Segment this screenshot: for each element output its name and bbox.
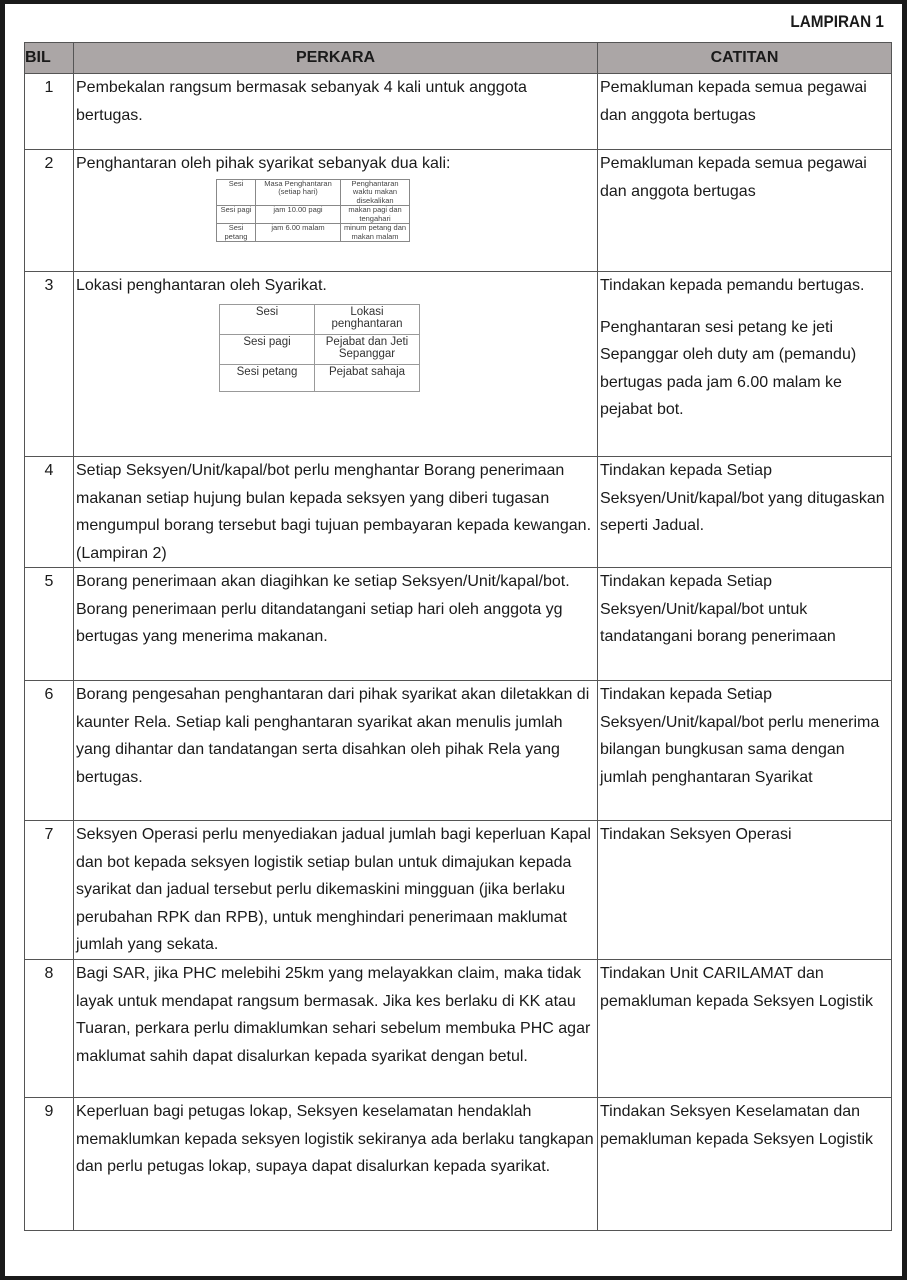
table-row [25,150,892,272]
row-perkara: Bagi SAR, jika PHC melebihi 25km yang melayakkan claim, maka tidak layak untuk mendapat rangsum bermasak. Jika kes berlaku di KK atau Tuaran, perkara perlu dimaklumkan sehari sebelum membuka PHC agar maklumat sahih dapat disalurkan kepada syarikat dengan betul. [74,960,598,1098]
row-catitan: Tindakan Seksyen Keselamatan dan pemakluman kepada Seksyen Logistik [598,1098,892,1231]
sub-table-row [220,334,420,364]
row-number: 8 [25,960,74,1098]
header-bil: BIL [25,43,74,74]
row-number: 4 [25,457,74,568]
sub-table-row [217,224,410,242]
row-catitan: Pemakluman kepada semua pegawai dan anggota bertugas [598,150,892,272]
sub-cell: makan pagi dan tengahari [341,206,410,224]
row-perkara: Setiap Seksyen/Unit/kapal/bot perlu menghantar Borang penerimaan makanan setiap hujung bulan kepada seksyen yang diberi tugasan mengumpul borang tersebut bagi tujuan pembayaran kepada kewangan. (Lampiran 2) [74,457,598,568]
main-table [24,42,892,1231]
delivery-location-table [219,304,420,392]
sub-cell: minum petang dan makan malam [341,224,410,242]
row-number: 3 [25,272,74,457]
row-number: 5 [25,568,74,681]
row-catitan: Tindakan kepada Setiap Seksyen/Unit/kapal/bot untuk tandatangani borang penerimaan [598,568,892,681]
row-catitan: Tindakan kepada Setiap Seksyen/Unit/kapal/bot yang ditugaskan seperti Jadual. [598,457,892,568]
sub-header: Penghantaran waktu makan disekalikan [341,179,410,206]
delivery-schedule-table [216,179,410,243]
table-row [25,681,892,821]
row-number: 2 [25,150,74,272]
table-row [25,568,892,681]
sub-header: Masa Penghantaran (setiap hari) [256,179,341,206]
row-perkara: Keperluan bagi petugas lokap, Seksyen keselamatan hendaklah memaklumkan kepada seksyen logistik sekiranya ada berlaku tangkapan dan perlu petugas lokap, supaya dapat disalurkan kepada syarikat. [74,1098,598,1231]
sub-table-header-row [217,179,410,206]
table-row [25,960,892,1098]
row-perkara: Borang penerimaan akan diagihkan ke setiap Seksyen/Unit/kapal/bot. Borang penerimaan perlu ditandatangani setiap hari oleh anggota yg bertugas yang menerima makanan. [74,568,598,681]
document-page [5,4,902,1276]
appendix-label: LAMPIRAN 1 [790,12,884,31]
row-number: 6 [25,681,74,821]
row-catitan-extra: Penghantaran sesi petang ke jeti Sepanggar oleh duty am (pemandu) bertugas pada jam 6.00 malam ke pejabat bot. [600,318,857,418]
table-row [25,457,892,568]
row-catitan: Tindakan kepada Setiap Seksyen/Unit/kapal/bot perlu menerima bilangan bungkusan sama dengan jumlah penghantaran Syarikat [598,681,892,821]
row-perkara [74,272,598,457]
sub-cell: Pejabat dan Jeti Sepanggar [315,334,420,364]
sub-header: Lokasi penghantaran [315,304,420,334]
sub-cell: jam 10.00 pagi [256,206,341,224]
table-row [25,821,892,960]
header-catitan: CATITAN [598,43,892,74]
row-number: 1 [25,74,74,150]
sub-cell: jam 6.00 malam [256,224,341,242]
table-header-row [25,43,892,74]
sub-table-header-row [220,304,420,334]
table-row [25,1098,892,1231]
sub-cell: Sesi petang [217,224,256,242]
sub-cell: Sesi pagi [217,206,256,224]
sub-header: Sesi [217,179,256,206]
row-perkara [74,150,598,272]
row-catitan: Tindakan Unit CARILAMAT dan pemakluman kepada Seksyen Logistik [598,960,892,1098]
table-row [25,272,892,457]
table-row [25,74,892,150]
row-number: 9 [25,1098,74,1231]
row-catitan: Pemakluman kepada semua pegawai dan anggota bertugas [598,74,892,150]
sub-cell: Pejabat sahaja [315,364,420,391]
row-perkara: Borang pengesahan penghantaran dari pihak syarikat akan diletakkan di kaunter Rela. Setiap kali penghantaran syarikat akan menulis jumlah yang dihantar dan tandatangan serta disahkan oleh pihak Rela yang bertugas. [74,681,598,821]
row-number: 7 [25,821,74,960]
row-catitan-text: Tindakan kepada pemandu bertugas. [600,277,865,294]
row-catitan [598,272,892,457]
sub-table-row [220,364,420,391]
row-perkara: Pembekalan rangsum bermasak sebanyak 4 kali untuk anggota bertugas. [74,74,598,150]
sub-cell: Sesi pagi [220,334,315,364]
row-catitan: Tindakan Seksyen Operasi [598,821,892,960]
sub-table-row [217,206,410,224]
sub-cell: Sesi petang [220,364,315,391]
row-perkara-text: Penghantaran oleh pihak syarikat sebanyak dua kali: [76,155,451,172]
header-perkara: PERKARA [74,43,598,74]
row-perkara: Seksyen Operasi perlu menyediakan jadual jumlah bagi keperluan Kapal dan bot kepada seksyen logistik setiap bulan untuk dimajukan kepada syarikat dan jadual tersebut perlu dikemaskini mingguan (jika berlaku perubahan RPK dan RPB), untuk menghindari penerimaan maklumat jumlah yang sekata. [74,821,598,960]
sub-header: Sesi [220,304,315,334]
row-perkara-text: Lokasi penghantaran oleh Syarikat. [76,277,327,294]
